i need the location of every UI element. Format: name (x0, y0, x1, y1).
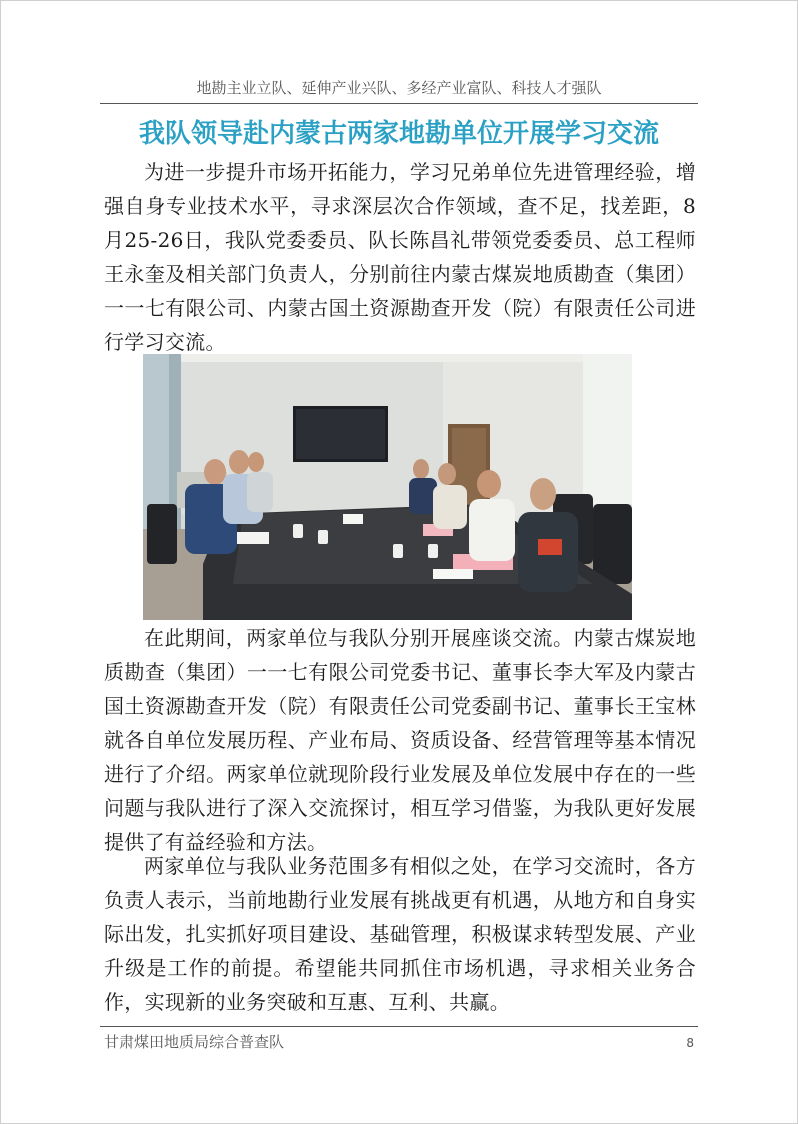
article-paragraph-3: 两家单位与我队业务范围多有相似之处，在学习交流时，各方负责人表示，当前地勘行业发展有挑战更有机遇，从地方和自身实际出发，扎实抓好项目建设、基础管理，积极谋求转型发展、产业升级是工作的前提。希望能共同抓住市场机遇，寻求相关业务合作，实现新的业务突破和互惠、互利、共赢。 (104, 854, 696, 1014)
meeting-photo (143, 354, 632, 620)
header-slogan: 地勘主业立队、延伸产业兴队、多经产业富队、科技人才强队 (196, 79, 602, 97)
article-paragraph-2: 在此期间，两家单位与我队分别开展座谈交流。内蒙古煤炭地质勘查（集团）一一七有限公司党委书记、董事长李大军及内蒙古国土资源勘查开发（院）有限责任公司党委副书记、董事长王宝林就各自单位发展历程、产业布局、资质设备、经营管理等基本情况进行了介绍。两家单位就现阶段行业发展及单位发展中存在的一些问题与我队进行了深入交流探讨，相互学习借鉴，为我队更好发展提供了有益经验和方法。 (104, 626, 696, 854)
article-paragraph-1: 为进一步提升市场开拓能力，学习兄弟单位先进管理经验，增强自身专业技术水平，寻求深层次合作领域，查不足，找差距，8月25-26日，我队党委委员、队长陈昌礼带领党委委员、总工程师王永奎及相关部门负责人，分别前往内蒙古煤炭地质勘查（集团）一一七有限公司、内蒙古国土资源勘查开发（院）有限责任公司进行学习交流。 (104, 160, 696, 354)
header-rule (100, 103, 698, 104)
article-title: 我队领导赴内蒙古两家地勘单位开展学习交流 (138, 119, 659, 149)
footer-rule (100, 1026, 698, 1027)
page-number: 8 (686, 1036, 694, 1050)
footer-organization: 甘肃煤田地质局综合普查队 (104, 1033, 285, 1051)
